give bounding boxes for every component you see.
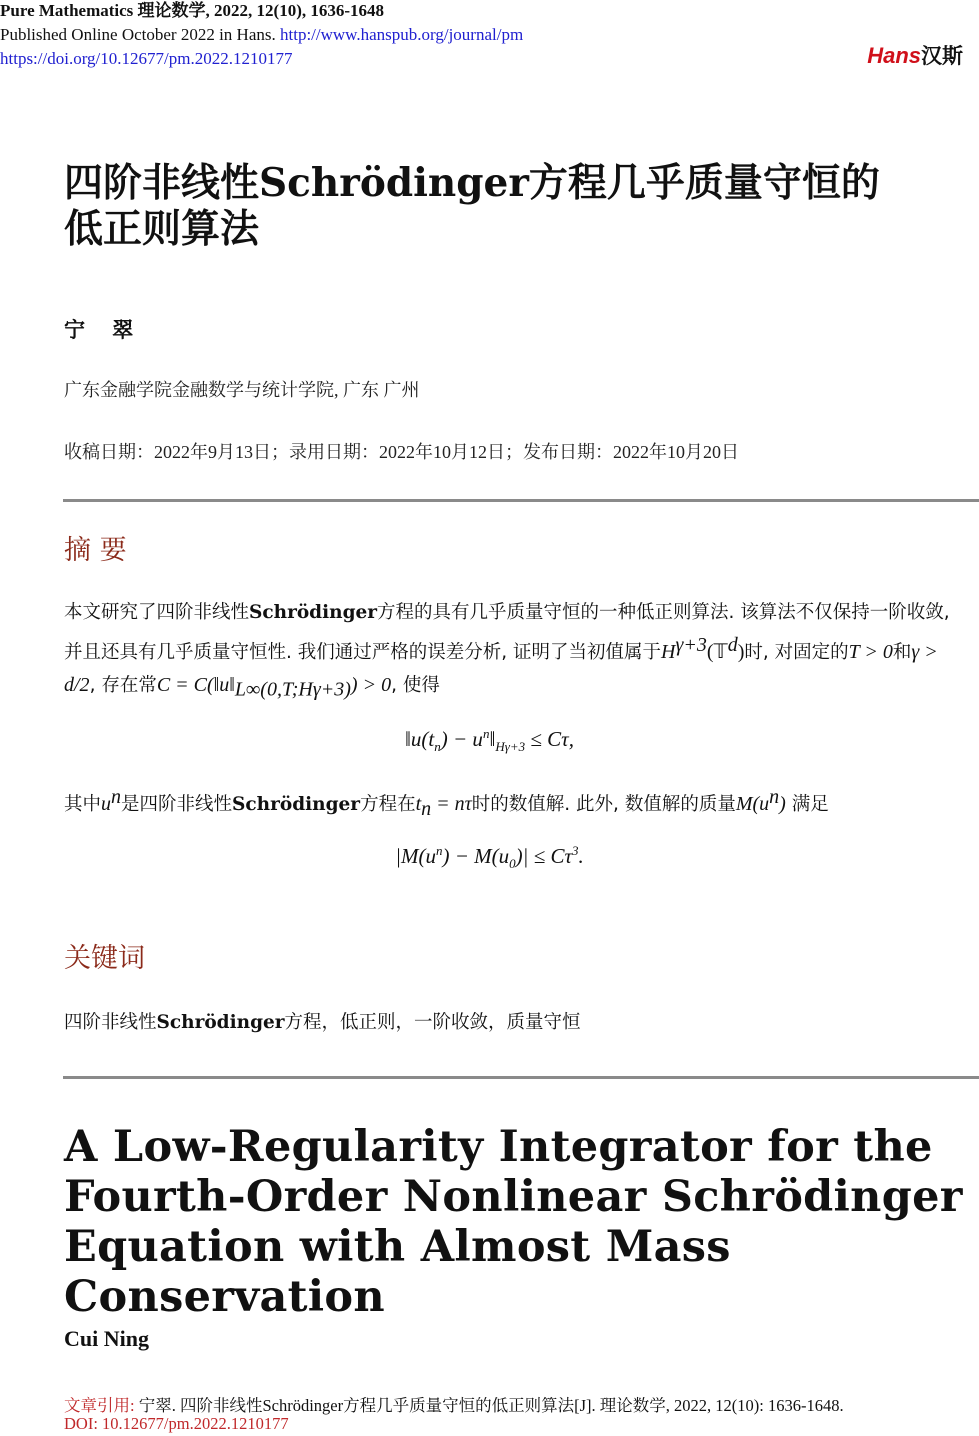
- math: u: [101, 793, 112, 816]
- logo-en: Hans: [867, 43, 921, 68]
- title-part: 低正则算法: [64, 207, 260, 252]
- dates: 收稿日期：2022年9月13日；录用日期：2022年10月12日；发布日期：2022年10月20日: [64, 442, 739, 462]
- keywords: [64, 1006, 969, 1039]
- divider: [63, 1076, 979, 1079]
- math: L∞(0,T;Hγ+3): [234, 678, 351, 701]
- math: 3: [572, 843, 579, 858]
- math: n: [436, 843, 443, 858]
- text: 方程的具有几乎质量守恒的一种低正则算法. 该算法不仅保持一阶收敛, 并且还具有几乎质量守恒性. 我们通过严格的误差分析, 证明了当初值属于: [64, 602, 950, 664]
- math: H: [661, 641, 676, 664]
- math: |M(u: [395, 844, 437, 868]
- affiliation: 广东金融学院金融数学与统计学院, 广东 广州: [64, 380, 420, 400]
- abstract-paragraph-2: [64, 781, 969, 826]
- math: γ > d/2: [64, 641, 938, 697]
- title-part: 四阶非线性: [64, 161, 260, 206]
- chinese-title: [64, 160, 964, 253]
- math: n: [111, 786, 122, 808]
- math: ≤ Cτ,: [525, 727, 574, 751]
- math: d: [727, 634, 738, 656]
- math: ‖u(t: [405, 727, 435, 751]
- formula-error-bound: [0, 726, 979, 755]
- text: Schrödinger: [249, 602, 378, 623]
- math: (𝕋: [706, 641, 728, 664]
- keywords-heading: 关键词: [64, 943, 145, 974]
- title-part: Schrödinger: [259, 160, 529, 206]
- text: 满足: [785, 794, 829, 816]
- math: Hγ+3: [495, 739, 526, 755]
- logo-cn: 汉斯: [921, 45, 963, 68]
- published-line: [0, 23, 523, 47]
- math: ) > 0: [350, 674, 392, 697]
- footer-doi[interactable]: DOI: 10.12677/pm.2022.1210177: [64, 1414, 289, 1433]
- text: 其中: [64, 794, 102, 816]
- math: n: [421, 797, 432, 820]
- title-line: Fourth-Order Nonlinear Schrödinger: [64, 1172, 963, 1222]
- text: Schrödinger: [232, 794, 361, 816]
- cite-label: 文章引用:: [64, 1396, 135, 1415]
- doi-link[interactable]: https://doi.org/10.12677/pm.2022.1210177: [0, 49, 293, 68]
- math: t: [415, 793, 422, 816]
- math: M(u: [735, 793, 770, 816]
- math: n: [434, 739, 441, 755]
- text: 是四阶非线性: [121, 794, 233, 816]
- title-part: 方程几乎质量守恒的: [528, 161, 880, 206]
- math: )| ≤ Cτ: [515, 844, 572, 868]
- text: 和: [892, 642, 912, 664]
- divider: [63, 499, 979, 502]
- english-author: Cui Ning: [64, 1326, 149, 1351]
- math: ) − u: [440, 727, 483, 751]
- math: .: [578, 844, 584, 868]
- text: 方程在: [360, 794, 416, 816]
- citation-text: 宁翠. 四阶非线性Schrödinger方程几乎质量守恒的低正则算法[J]. 理论数学, 2022, 12(10): 1636-1648.: [134, 1396, 844, 1415]
- math: ): [779, 793, 786, 816]
- math: C = C(‖u‖: [156, 674, 235, 697]
- math: = nτ: [431, 793, 472, 816]
- title-line: A Low-Regularity Integrator for the: [64, 1122, 933, 1172]
- math: n: [769, 786, 780, 808]
- math: ): [737, 641, 745, 664]
- math: ‖: [489, 727, 496, 751]
- hans-logo: [867, 40, 963, 70]
- math: 0: [509, 856, 516, 872]
- math: ) − M(u: [442, 844, 510, 868]
- english-title: [64, 1122, 979, 1322]
- text: 本文研究了四阶非线性: [64, 602, 250, 623]
- abstract-paragraph-1: [64, 596, 969, 707]
- text: 四阶非线性: [64, 1012, 157, 1033]
- chinese-author: 宁 翠: [64, 317, 144, 342]
- abstract-heading: 摘 要: [64, 535, 127, 566]
- text: Schrödinger: [156, 1012, 285, 1033]
- math: T > 0: [848, 641, 893, 664]
- text: , 存在常: [89, 675, 157, 697]
- title-line: Equation with Almost Mass Conservation: [64, 1222, 731, 1322]
- text: , 使得: [391, 675, 440, 697]
- formula-mass-bound: [0, 843, 979, 872]
- math: n: [482, 726, 490, 741]
- math: γ+3: [675, 634, 707, 656]
- published-text: Published Online October 2022 in Hans.: [0, 25, 276, 44]
- text: 时的数值解. 此外, 数值解的质量: [471, 794, 736, 816]
- text: 时, 对固定的: [744, 642, 849, 664]
- journal-line: Pure Mathematics 理论数学, 2022, 12(10), 1636-1648: [0, 1, 385, 20]
- text: 方程，低正则，一阶收敛，质量守恒: [284, 1012, 581, 1033]
- citation: [64, 1392, 844, 1416]
- journal-link[interactable]: http://www.hanspub.org/journal/pm: [280, 25, 524, 44]
